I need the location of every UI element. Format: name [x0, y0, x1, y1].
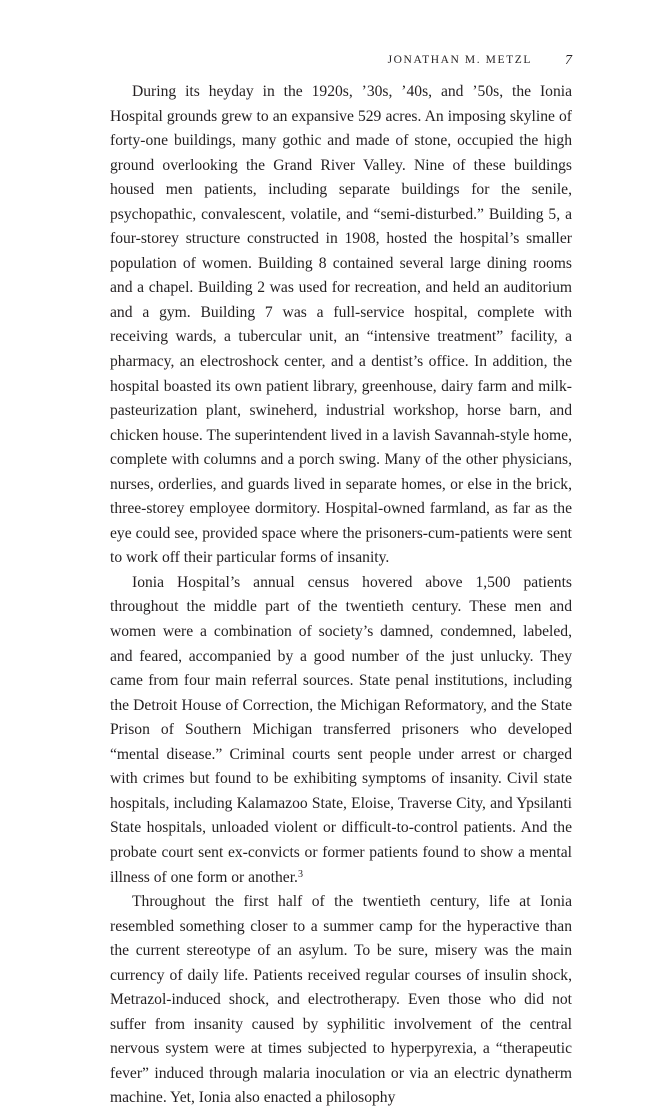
page-number: 7 — [565, 53, 572, 68]
paragraph-1-text: During its heyday in the 1920s, ’30s, ’40s, and ’50s, the Ionia Hospital grounds grew to an expansive 529 acres. An imposing skyline of forty-one buildings, many gothic and made of stone, occupied the high ground overlooking the Grand River Valley. Nine of these buildings housed men patients, including separate buildings for the senile, psychopathic, convalescent, volatile, and “semi-disturbed.” Building 5, a four-storey structure constructed in 1908, hosted the hospital’s smaller population of women. Building 8 contained several large dining rooms and a chapel. Building 2 was used for recreation, and held an auditorium and a gym. Building 7 was a full-service hospital, complete with receiving wards, a tubercular unit, an “intensive treatment” facility, a pharmacy, an electroshock center, and a dentist’s office. In addition, the hospital boasted its own patient library, greenhouse, dairy farm and milk-pasteurization plant, swineherd, industrial workshop, horse barn, and chicken house. The superintendent lived in a lavish Savannah-style home, complete with columns and a porch swing. Many of the other physicians, nurses, orderlies, and guards lived in separate homes, or else in the brick, three-storey employee dormitory. Hospital-owned farmland, as far as the eye could see, provided space where the prisoners-cum-patients were sent to work off their particular forms of insanity. — [110, 83, 572, 567]
footnote-marker: 3 — [297, 868, 303, 880]
running-head-author: JONATHAN M. METZL — [387, 54, 532, 66]
paragraph-2-text: Ionia Hospital’s annual census hovered above 1,500 patients throughout the middle part of the twentieth century. These men and women were a combination of society’s damned, condemned, labeled, and feared, accompanied by a good number of the just unlucky. They came from four main referral sources. State penal institutions, including the Detroit House of Correction, the Michigan Reformatory, and the State Prison of Southern Michigan transferred prisoners who developed “mental disease.” Criminal courts sent people under arrest or charged with crimes but found to be exhibiting symptoms of insanity. Civil state hospitals, including Kalamazoo State, Eloise, Traverse City, and Ypsilanti State hospitals, unloaded violent or difficult-to-control patients. And the probate court sent ex-convicts or former patients found to show a mental illness of one form or another. — [110, 573, 572, 886]
body-text — [110, 80, 572, 1111]
paragraph-1 — [110, 80, 572, 571]
paragraph-3-text: Throughout the first half of the twentieth century, life at Ionia resembled something closer to a summer camp for the hyperactive than the current stereotype of an asylum. To be sure, misery was the main currency of daily life. Patients received regular courses of insulin shock, Metrazol-induced shock, and electrotherapy. Even those who did not suffer from insanity caused by syphilitic involvement of the central nervous system were at times subjected to hyperpyrexia, a “therapeutic fever” induced through malaria inoculation or via an electric dynatherm machine. Yet, Ionia also enacted a philosophy — [110, 893, 572, 1107]
paragraph-2 — [110, 571, 572, 890]
running-head — [110, 54, 572, 74]
paragraph-3 — [110, 890, 572, 1111]
